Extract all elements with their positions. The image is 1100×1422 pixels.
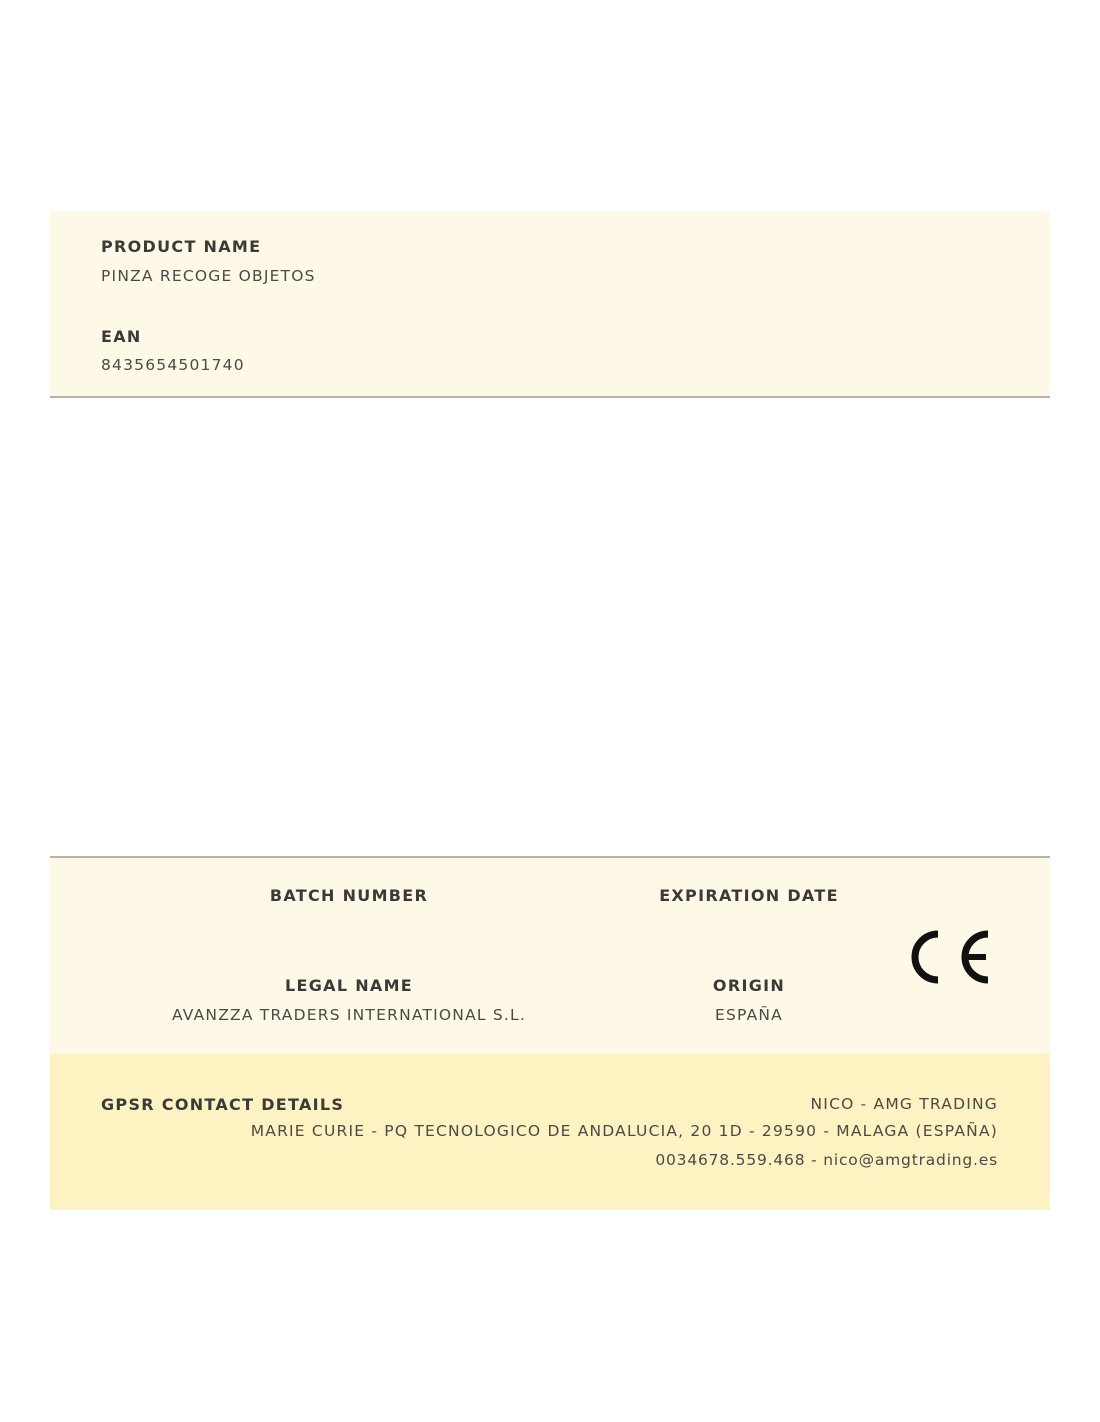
batch-number-label: BATCH NUMBER <box>269 886 429 905</box>
contact-address: MARIE CURIE - PQ TECNOLOGICO DE ANDALUCIA, 20 1D - 29590 - MALAGA (ESPAÑA) <box>250 1122 998 1140</box>
legal-name-value: AVANZZA TRADERS INTERNATIONAL S.L. <box>172 1006 526 1024</box>
legal-name-label: LEGAL NAME <box>284 976 414 995</box>
expiration-date-label: EXPIRATION DATE <box>659 886 839 905</box>
origin-value: ESPAÑA <box>715 1006 783 1024</box>
ce-mark-icon <box>908 926 992 988</box>
gpsr-contact-panel <box>50 1054 1050 1210</box>
contact-name: NICO - AMG TRADING <box>810 1095 998 1113</box>
origin-label: ORIGIN <box>712 976 786 995</box>
product-name-label: PRODUCT NAME <box>101 237 262 256</box>
ean-value: 8435654501740 <box>101 356 245 374</box>
product-name-value: PINZA RECOGE OBJETOS <box>101 267 316 285</box>
ean-label: EAN <box>101 327 142 346</box>
product-info-panel <box>50 211 1050 398</box>
product-details-panel <box>50 856 1050 1056</box>
contact-phone-email: 0034678.559.468 - nico@amgtrading.es <box>655 1151 998 1169</box>
gpsr-contact-label: GPSR CONTACT DETAILS <box>101 1095 345 1114</box>
